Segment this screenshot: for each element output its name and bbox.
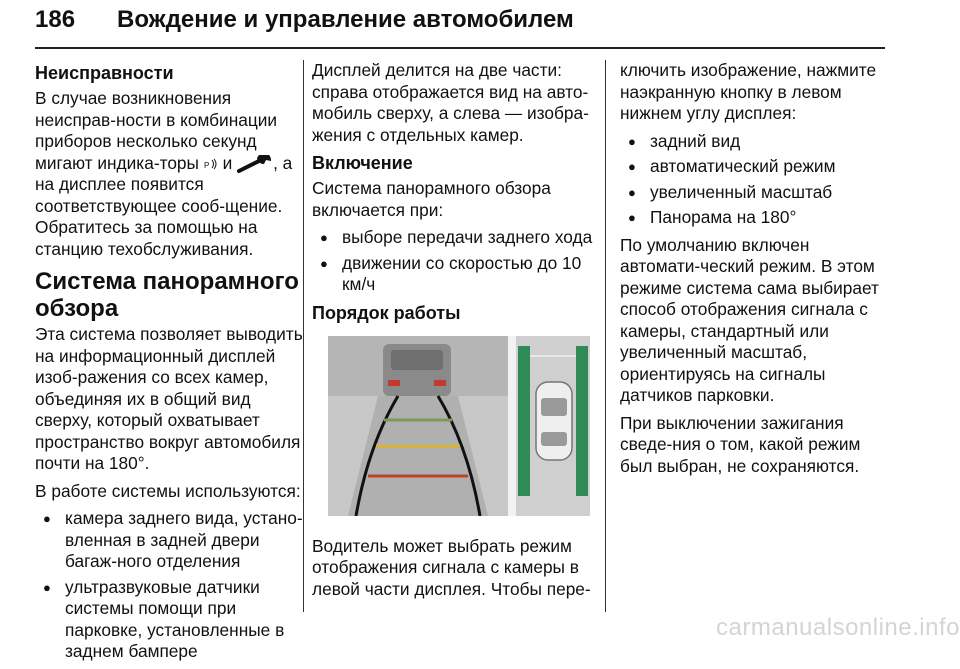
list-item: ● автоматический режим bbox=[620, 156, 890, 178]
page-header bbox=[35, 6, 885, 46]
operation-heading: Порядок работы bbox=[312, 302, 461, 323]
list-item: ● задний вид bbox=[620, 131, 890, 153]
uses-list bbox=[35, 508, 303, 663]
column-1 bbox=[35, 60, 303, 669]
header-rule bbox=[35, 47, 885, 49]
fault-paragraph bbox=[35, 88, 303, 260]
page-number: 186 bbox=[35, 6, 76, 33]
camera-display-illustration bbox=[328, 336, 590, 516]
column-3 bbox=[620, 60, 890, 483]
running-title: Вождение и управление автомобилем bbox=[117, 6, 574, 33]
wrench-icon bbox=[237, 155, 273, 173]
column-divider-2 bbox=[605, 60, 606, 612]
list-item: ● камера заднего вида, устано-вленная в задней двери багаж-ного отделения bbox=[35, 508, 303, 573]
svg-text:P: P bbox=[203, 160, 210, 170]
list-item: ● движении со скоростью до 10 км/ч bbox=[312, 253, 595, 296]
watermark: carmanualsonline.info bbox=[716, 614, 960, 641]
activation-heading: Включение bbox=[312, 153, 413, 173]
activation-list bbox=[312, 227, 595, 296]
column-divider-1 bbox=[303, 60, 304, 612]
list-item: ● Панорама на 180° bbox=[620, 207, 890, 229]
list-item: ● выборе передачи заднего хода bbox=[312, 227, 595, 249]
switch-paragraph: ключить изображение, нажмите наэкранную кнопку в левом нижнем углу дисплея: bbox=[620, 60, 877, 123]
uses-lead: В работе системы используются: bbox=[35, 480, 301, 501]
modes-list bbox=[620, 131, 890, 229]
intro-paragraph: Эта система позволяет выводить на информационный дисплей изоб-ражения со всех камер, объединяя их в общий вид сверху, который охватывает пространство вокруг автомобиля почти на 180°. bbox=[35, 324, 303, 473]
fault-heading: Неисправности bbox=[35, 63, 174, 83]
list-item: ● ультразвуковые датчики системы помощи при парковке, установленные в заднем бампере bbox=[35, 577, 303, 663]
after-figure-paragraph: Водитель может выбрать режим отображения сигнала с камеры в левой части дисплея. Чтобы пере- bbox=[312, 535, 591, 599]
ignition-paragraph: При выключении зажигания сведе-ния о том, какой режим был выбран, не сохраняются. bbox=[620, 412, 861, 476]
fault-text-1: В случае возникновения неисправ-ности в комбинации приборов несколько секунд мигают индика-торы bbox=[35, 88, 278, 173]
fault-text-2: , а на дисплее появится соответствующее сооб-щение. Обратитесь за помощью на станцию техобслуживания. bbox=[35, 152, 293, 259]
section-title: Система панорамного обзора bbox=[35, 268, 299, 322]
camera-display-figure bbox=[328, 336, 590, 516]
default-mode-paragraph: По умолчанию включен автомати-ческий режим. В этом режиме система сама выбирает способ отображения сигнала с камеры, стандартный или увеличенный масштаб, ориентируясь на сигналы датчиков парковки. bbox=[620, 234, 879, 405]
column-2 bbox=[312, 60, 595, 606]
list-item: ● увеличенный масштаб bbox=[620, 182, 890, 204]
parking-assist-icon bbox=[204, 157, 218, 171]
display-split-paragraph: Дисплей делится на две части: справа отображается вид на авто-мобиль сверху, а слева — изобра-жения с отдельных камер. bbox=[312, 60, 589, 145]
fault-and: и bbox=[222, 152, 233, 173]
activation-lead: Система панорамного обзора включается при: bbox=[312, 178, 551, 220]
